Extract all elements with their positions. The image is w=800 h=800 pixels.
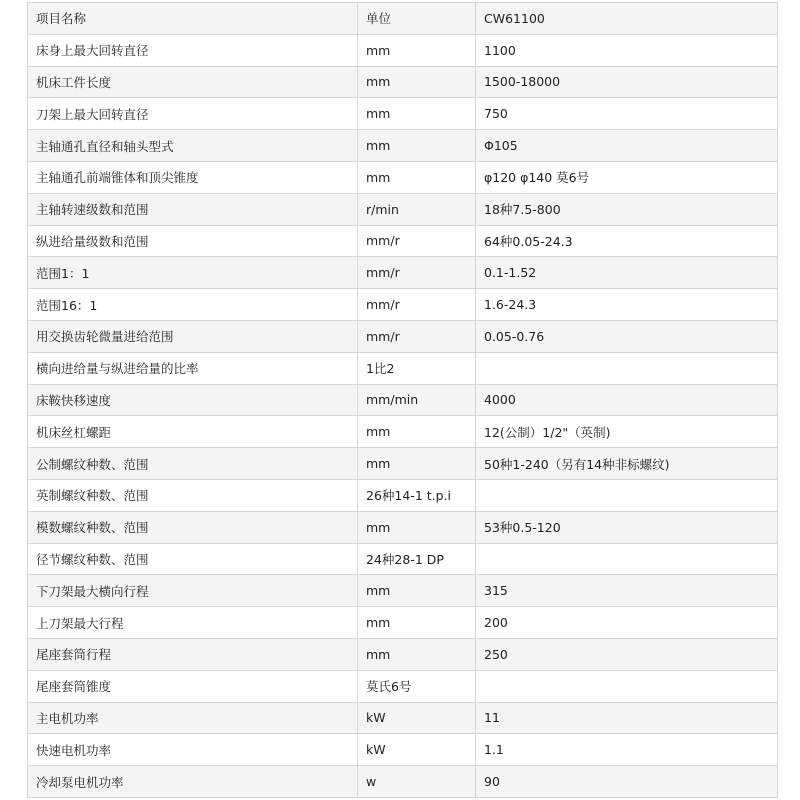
cell-value: 53种0.5-120 bbox=[476, 511, 778, 543]
cell-value bbox=[476, 479, 778, 511]
cell-unit: 24种28-1 DP bbox=[358, 543, 476, 575]
cell-value: 0.1-1.52 bbox=[476, 257, 778, 289]
cell-value: 4000 bbox=[476, 384, 778, 416]
header-unit: 单位 bbox=[358, 3, 476, 35]
cell-value: 200 bbox=[476, 607, 778, 639]
cell-item: 下刀架最大横向行程 bbox=[28, 575, 358, 607]
cell-value: 12(公制）1/2"（英制) bbox=[476, 416, 778, 448]
cell-item: 纵进给量级数和范围 bbox=[28, 225, 358, 257]
table-row bbox=[28, 734, 778, 766]
cell-item: 主轴通孔前端锥体和顶尖锥度 bbox=[28, 161, 358, 193]
table-row bbox=[28, 702, 778, 734]
cell-unit: mm/r bbox=[358, 289, 476, 321]
table-row bbox=[28, 670, 778, 702]
cell-item: 主电机功率 bbox=[28, 702, 358, 734]
cell-unit: mm/min bbox=[358, 384, 476, 416]
cell-item: 床鞍快移速度 bbox=[28, 384, 358, 416]
cell-item: 公制螺纹种数、范围 bbox=[28, 448, 358, 480]
cell-value bbox=[476, 543, 778, 575]
cell-unit: kW bbox=[358, 734, 476, 766]
cell-value: 250 bbox=[476, 638, 778, 670]
cell-item: 用交换齿轮微量进给范围 bbox=[28, 320, 358, 352]
table-row bbox=[28, 130, 778, 162]
spec-table bbox=[27, 2, 778, 798]
cell-item: 机床丝杠螺距 bbox=[28, 416, 358, 448]
cell-item: 主轴通孔直径和轴头型式 bbox=[28, 130, 358, 162]
table-row bbox=[28, 352, 778, 384]
cell-unit: 26种14-1 t.p.i bbox=[358, 479, 476, 511]
cell-value: 18种7.5-800 bbox=[476, 193, 778, 225]
cell-value: 1100 bbox=[476, 34, 778, 66]
table-row bbox=[28, 416, 778, 448]
table-row bbox=[28, 511, 778, 543]
cell-unit: mm bbox=[358, 511, 476, 543]
cell-value: 50种1-240（另有14种非标螺纹) bbox=[476, 448, 778, 480]
cell-item: 上刀架最大行程 bbox=[28, 607, 358, 639]
cell-item: 模数螺纹种数、范围 bbox=[28, 511, 358, 543]
cell-unit: mm bbox=[358, 34, 476, 66]
cell-item: 尾座套筒行程 bbox=[28, 638, 358, 670]
cell-unit: mm bbox=[358, 448, 476, 480]
header-item: 项目名称 bbox=[28, 3, 358, 35]
cell-unit: mm bbox=[358, 638, 476, 670]
cell-item: 横向进给量与纵进给量的比率 bbox=[28, 352, 358, 384]
cell-item: 范围1：1 bbox=[28, 257, 358, 289]
cell-item: 范围16：1 bbox=[28, 289, 358, 321]
cell-item: 径节螺纹种数、范围 bbox=[28, 543, 358, 575]
table-row bbox=[28, 543, 778, 575]
cell-unit: 莫氏6号 bbox=[358, 670, 476, 702]
table-row bbox=[28, 479, 778, 511]
table-row bbox=[28, 34, 778, 66]
table-row bbox=[28, 161, 778, 193]
table-row bbox=[28, 575, 778, 607]
cell-unit: mm bbox=[358, 607, 476, 639]
cell-item: 快速电机功率 bbox=[28, 734, 358, 766]
cell-unit: mm/r bbox=[358, 225, 476, 257]
cell-value: 90 bbox=[476, 766, 778, 798]
cell-value: 1.6-24.3 bbox=[476, 289, 778, 321]
cell-unit: mm bbox=[358, 98, 476, 130]
cell-unit: kW bbox=[358, 702, 476, 734]
cell-item: 刀架上最大回转直径 bbox=[28, 98, 358, 130]
cell-item: 主轴转速级数和范围 bbox=[28, 193, 358, 225]
header-value: CW61100 bbox=[476, 3, 778, 35]
cell-item: 床身上最大回转直径 bbox=[28, 34, 358, 66]
table-row bbox=[28, 320, 778, 352]
cell-value bbox=[476, 670, 778, 702]
cell-unit: mm/r bbox=[358, 257, 476, 289]
cell-value: 0.05-0.76 bbox=[476, 320, 778, 352]
table-row bbox=[28, 448, 778, 480]
spec-table-body bbox=[28, 3, 778, 798]
table-row bbox=[28, 98, 778, 130]
table-row bbox=[28, 225, 778, 257]
cell-unit: 1比2 bbox=[358, 352, 476, 384]
cell-unit: r/min bbox=[358, 193, 476, 225]
cell-item: 机床工件长度 bbox=[28, 66, 358, 98]
table-row bbox=[28, 193, 778, 225]
table-row bbox=[28, 257, 778, 289]
cell-value: 64种0.05-24.3 bbox=[476, 225, 778, 257]
cell-unit: mm bbox=[358, 66, 476, 98]
cell-unit: mm bbox=[358, 416, 476, 448]
cell-item: 英制螺纹种数、范围 bbox=[28, 479, 358, 511]
cell-value: Φ105 bbox=[476, 130, 778, 162]
cell-value: 11 bbox=[476, 702, 778, 734]
cell-value bbox=[476, 352, 778, 384]
cell-value: 1500-18000 bbox=[476, 66, 778, 98]
cell-unit: mm bbox=[358, 575, 476, 607]
cell-value: 750 bbox=[476, 98, 778, 130]
table-row bbox=[28, 607, 778, 639]
cell-unit: mm bbox=[358, 130, 476, 162]
cell-item: 冷却泵电机功率 bbox=[28, 766, 358, 798]
table-header-row bbox=[28, 3, 778, 35]
table-row bbox=[28, 289, 778, 321]
cell-value: 1.1 bbox=[476, 734, 778, 766]
table-row bbox=[28, 638, 778, 670]
cell-unit: mm/r bbox=[358, 320, 476, 352]
cell-item: 尾座套筒锥度 bbox=[28, 670, 358, 702]
table-row bbox=[28, 66, 778, 98]
table-row bbox=[28, 384, 778, 416]
cell-value: 315 bbox=[476, 575, 778, 607]
cell-value: φ120 φ140 莫6号 bbox=[476, 161, 778, 193]
cell-unit: w bbox=[358, 766, 476, 798]
cell-unit: mm bbox=[358, 161, 476, 193]
table-row bbox=[28, 766, 778, 798]
